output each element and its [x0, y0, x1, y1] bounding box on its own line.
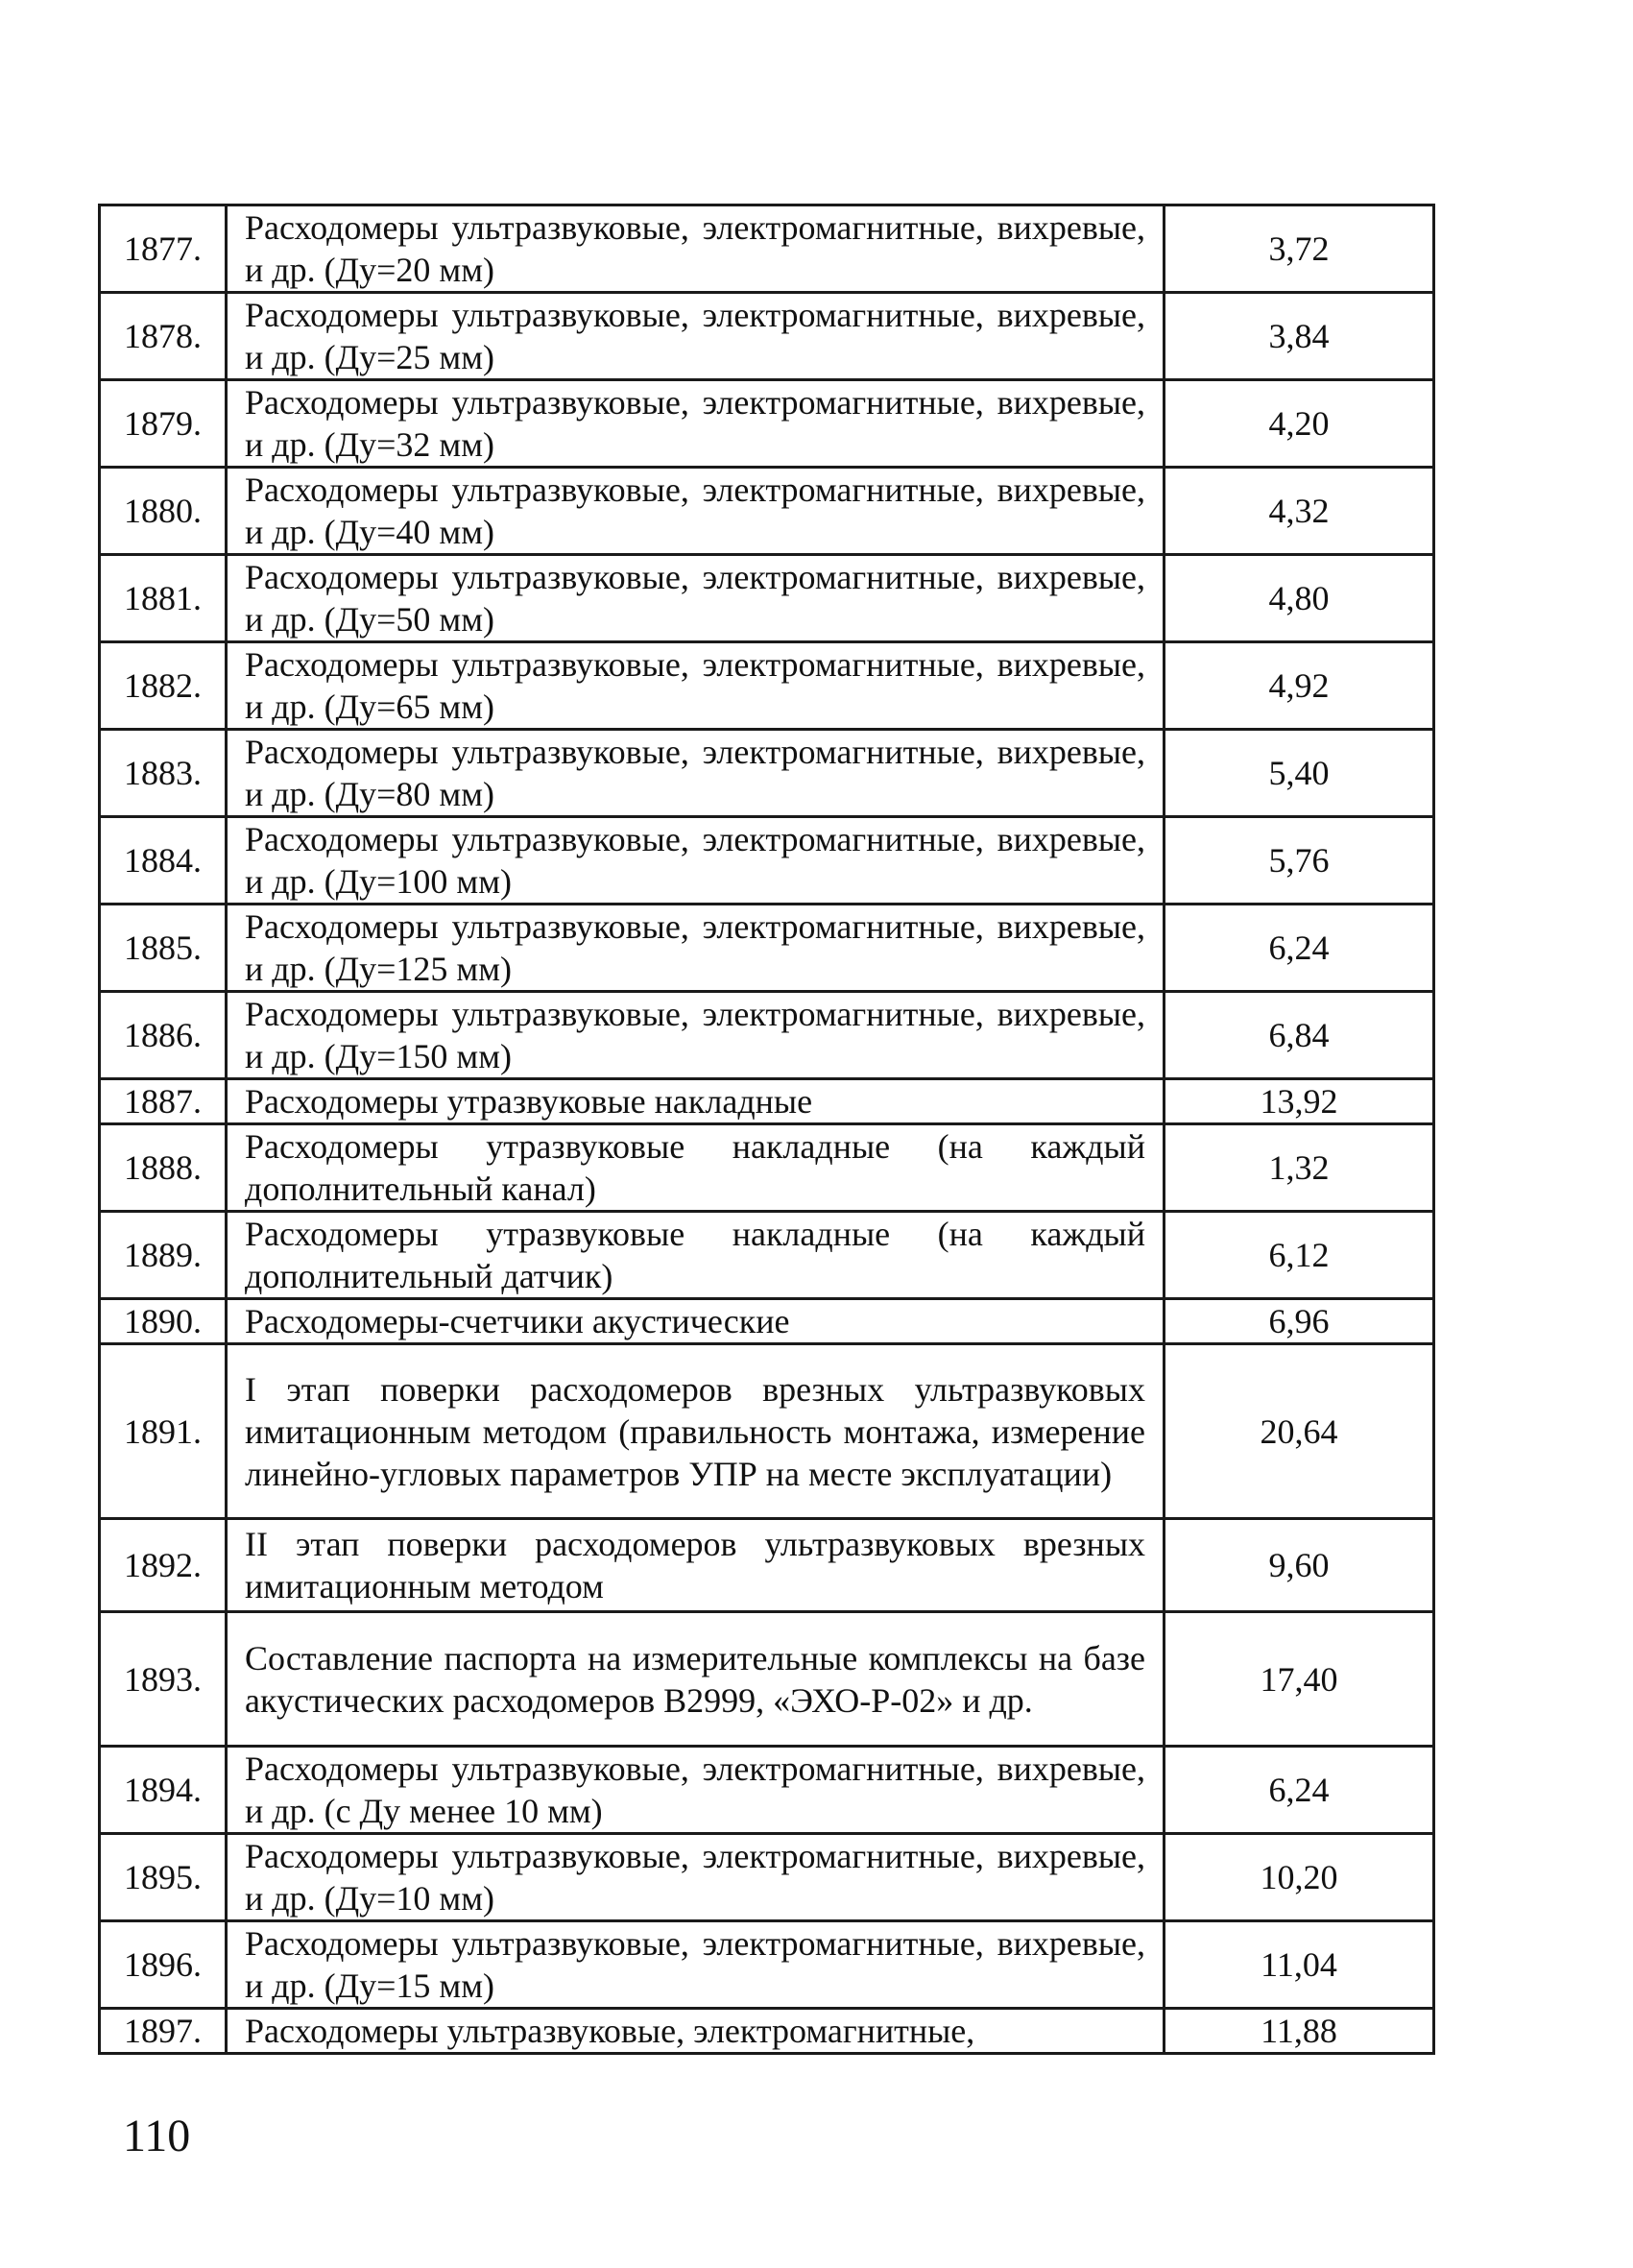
- item-description: Расходомеры ультразвуковые, электромагнитные, вихревые, и др. (Ду=32 мм): [227, 380, 1165, 468]
- item-description: Расходомеры ультразвуковые, электромагнитные, вихревые, и др. (Ду=80 мм): [227, 730, 1165, 817]
- item-description: II этап поверки расходомеров ультразвуковых врезных имитационным методом: [227, 1519, 1165, 1612]
- item-description: Расходомеры ультразвуковые, электромагнитные, вихревые, и др. (Ду=150 мм): [227, 992, 1165, 1079]
- item-number: 1881.: [100, 555, 227, 642]
- item-description: Расходомеры утразвуковые накладные (на каждый дополнительный канал): [227, 1124, 1165, 1212]
- item-number: 1886.: [100, 992, 227, 1079]
- table-row: [100, 1519, 1434, 1612]
- table-row: [100, 380, 1434, 468]
- item-value: 6,12: [1165, 1212, 1434, 1299]
- item-description: Расходомеры ультразвуковые, электромагнитные, вихревые, и др. (Ду=100 мм): [227, 817, 1165, 905]
- item-value: 17,40: [1165, 1612, 1434, 1747]
- table-row: [100, 1834, 1434, 1921]
- item-number: 1893.: [100, 1612, 227, 1747]
- item-description: Расходомеры ультразвуковые, электромагнитные,: [227, 2009, 1165, 2054]
- item-description: Расходомеры утразвуковые накладные: [227, 1079, 1165, 1124]
- item-number: 1890.: [100, 1299, 227, 1344]
- item-value: 1,32: [1165, 1124, 1434, 1212]
- item-value: 5,40: [1165, 730, 1434, 817]
- item-value: 20,64: [1165, 1344, 1434, 1519]
- item-value: 4,32: [1165, 468, 1434, 555]
- item-number: 1892.: [100, 1519, 227, 1612]
- item-value: 11,88: [1165, 2009, 1434, 2054]
- item-number: 1887.: [100, 1079, 227, 1124]
- item-number: 1895.: [100, 1834, 227, 1921]
- table-row: [100, 468, 1434, 555]
- item-value: 4,92: [1165, 642, 1434, 730]
- item-description: Расходомеры ультразвуковые, электромагнитные, вихревые, и др. (Ду=20 мм): [227, 205, 1165, 293]
- item-number: 1882.: [100, 642, 227, 730]
- item-description: Расходомеры ультразвуковые, электромагнитные, вихревые, и др. (с Ду менее 10 мм): [227, 1747, 1165, 1834]
- table-row: [100, 205, 1434, 293]
- price-table-body: [100, 205, 1434, 2054]
- item-number: 1878.: [100, 293, 227, 380]
- table-row: [100, 1612, 1434, 1747]
- table-row: [100, 730, 1434, 817]
- item-description: I этап поверки расходомеров врезных ультразвуковых имитационным методом (правильность монтажа, измерение линейно-угловых параметров УПР на месте эксплуатации): [227, 1344, 1165, 1519]
- item-value: 10,20: [1165, 1834, 1434, 1921]
- item-description: Расходомеры ультразвуковые, электромагнитные, вихревые, и др. (Ду=125 мм): [227, 905, 1165, 992]
- page-number: 110: [123, 2111, 191, 2161]
- item-number: 1884.: [100, 817, 227, 905]
- table-row: [100, 555, 1434, 642]
- item-number: 1889.: [100, 1212, 227, 1299]
- table-row: [100, 905, 1434, 992]
- item-value: 4,20: [1165, 380, 1434, 468]
- item-value: 9,60: [1165, 1519, 1434, 1612]
- item-value: 6,24: [1165, 1747, 1434, 1834]
- table-row: [100, 1747, 1434, 1834]
- item-value: 13,92: [1165, 1079, 1434, 1124]
- table-row: [100, 293, 1434, 380]
- item-value: 6,96: [1165, 1299, 1434, 1344]
- item-description: Расходомеры ультразвуковые, электромагнитные, вихревые, и др. (Ду=65 мм): [227, 642, 1165, 730]
- table-row: [100, 2009, 1434, 2054]
- table-row: [100, 1299, 1434, 1344]
- table-row: [100, 817, 1434, 905]
- item-description: Расходомеры ультразвуковые, электромагнитные, вихревые, и др. (Ду=50 мм): [227, 555, 1165, 642]
- item-number: 1888.: [100, 1124, 227, 1212]
- table-row: [100, 1124, 1434, 1212]
- item-description: Расходомеры утразвуковые накладные (на каждый дополнительный датчик): [227, 1212, 1165, 1299]
- item-number: 1891.: [100, 1344, 227, 1519]
- item-number: 1877.: [100, 205, 227, 293]
- table-row: [100, 1212, 1434, 1299]
- item-description: Расходомеры ультразвуковые, электромагнитные, вихревые, и др. (Ду=10 мм): [227, 1834, 1165, 1921]
- item-value: 3,72: [1165, 205, 1434, 293]
- table-row: [100, 1344, 1434, 1519]
- item-value: 4,80: [1165, 555, 1434, 642]
- item-number: 1896.: [100, 1921, 227, 2009]
- table-row: [100, 642, 1434, 730]
- item-description: Составление паспорта на измерительные комплексы на базе акустических расходомеров В2999, «ЭХО-Р-02» и др.: [227, 1612, 1165, 1747]
- item-number: 1894.: [100, 1747, 227, 1834]
- item-value: 5,76: [1165, 817, 1434, 905]
- item-value: 11,04: [1165, 1921, 1434, 2009]
- table-row: [100, 992, 1434, 1079]
- item-description: Расходомеры-счетчики акустические: [227, 1299, 1165, 1344]
- table-row: [100, 1079, 1434, 1124]
- item-value: 6,84: [1165, 992, 1434, 1079]
- item-value: 6,24: [1165, 905, 1434, 992]
- item-description: Расходомеры ультразвуковые, электромагнитные, вихревые, и др. (Ду=15 мм): [227, 1921, 1165, 2009]
- item-number: 1879.: [100, 380, 227, 468]
- price-table: [98, 204, 1435, 2055]
- item-value: 3,84: [1165, 293, 1434, 380]
- item-number: 1883.: [100, 730, 227, 817]
- item-number: 1885.: [100, 905, 227, 992]
- item-description: Расходомеры ультразвуковые, электромагнитные, вихревые, и др. (Ду=40 мм): [227, 468, 1165, 555]
- item-number: 1880.: [100, 468, 227, 555]
- table-row: [100, 1921, 1434, 2009]
- item-description: Расходомеры ультразвуковые, электромагнитные, вихревые, и др. (Ду=25 мм): [227, 293, 1165, 380]
- item-number: 1897.: [100, 2009, 227, 2054]
